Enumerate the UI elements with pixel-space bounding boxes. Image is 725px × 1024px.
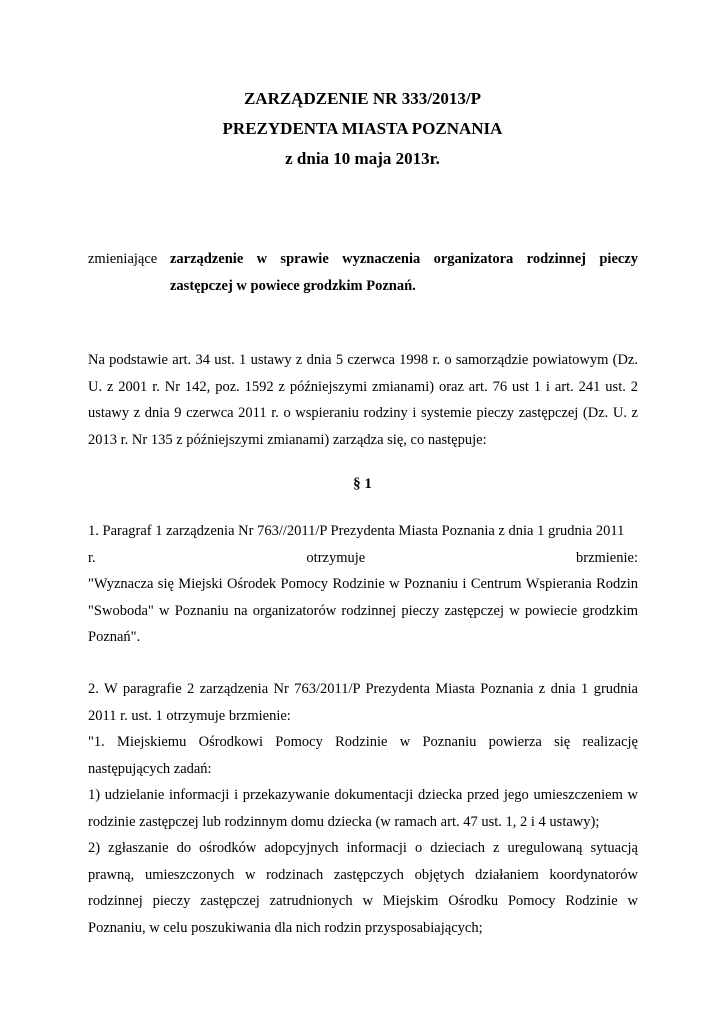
title-ordinance-number: ZARZĄDZENIE NR 333/2013/P xyxy=(243,89,482,108)
item-2-subpoint-2: 2) zgłaszanie do ośrodków adopcyjnych informacji o dzieciach z uregulowaną sytuacją prawną, umieszczonych w rodzinach zastępczych objętych działaniem koordynatorów rodzinnej pieczy zastępczej zatrudnionych w Miejskim Ośrodku Pomocy Rodzinie w Poznaniu, w celu poszukiwania dla nich rodzin przysposabiających; xyxy=(88,840,638,936)
item-1-word-r: r. xyxy=(88,549,96,566)
item-1-word-otrzymuje: otrzymuje xyxy=(306,549,366,566)
document-title xyxy=(0,84,725,174)
item-1-quote: "Wyznacza się Miejski Ośrodek Pomocy Rodzinie w Poznaniu i Centrum Wspierania Rodzin "Swoboda" w Poznaniu na organizatorów rodzinnej pieczy zastępczej w powiecie grodzkim Poznań". xyxy=(88,576,638,645)
item-2-subpoint-1: 1) udzielanie informacji i przekazywanie dokumentacji dziecka przed jego umieszczeniem w rodzinie zastępczej lub rodzinnym domu dziecka (w ramach art. 47 ust. 1, 2 i 4 ustawy); xyxy=(88,787,638,830)
item-1-word-brzmienie: brzmienie: xyxy=(575,549,638,566)
subject-text: zarządzenie w sprawie wyznaczenia organizatora rodzinnej pieczy zastępczej w powiece grodzkim Poznań. xyxy=(170,251,638,294)
item-2 xyxy=(88,676,638,941)
item-1 xyxy=(88,518,638,651)
legal-basis-paragraph: Na podstawie art. 34 ust. 1 ustawy z dnia 5 czerwca 1998 r. o samorządzie powiatowym (Dz. U. z 2001 r. Nr 142, poz. 1592 z późniejszymi zmianami) oraz art. 76 ust 1 i art. 241 ust. 2 ustawy z dnia 9 czerwca 2011 r. o wspieraniu rodziny i systemie pieczy zastępczej (Dz. U. z 2013 r. Nr 135 z późniejszymi zmianami) zarządza się, co następuje: xyxy=(88,352,638,448)
subject-label: zmieniające xyxy=(88,251,158,267)
item-2-point-1: "1. Miejskiemu Ośrodkowi Pomocy Rodzinie w Poznaniu powierza się realizację następujących zadań: xyxy=(88,734,638,777)
item-1-line-1: 1. Paragraf 1 zarządzenia Nr 763//2011/P Prezydenta Miasta Poznania z dnia 1 grudnia 2011 xyxy=(88,523,625,539)
title-date: z dnia 10 maja 2013r. xyxy=(285,149,440,168)
item-1-line-2 xyxy=(88,545,638,572)
section-heading: § 1 xyxy=(353,476,372,492)
title-issuer: PREZYDENTA MIASTA POZNANIA xyxy=(222,119,503,138)
item-2-intro: 2. W paragrafie 2 zarządzenia Nr 763/2011/P Prezydenta Miasta Poznania z dnia 1 grudnia 2011 r. ust. 1 otrzymuje brzmienie: xyxy=(88,681,638,724)
